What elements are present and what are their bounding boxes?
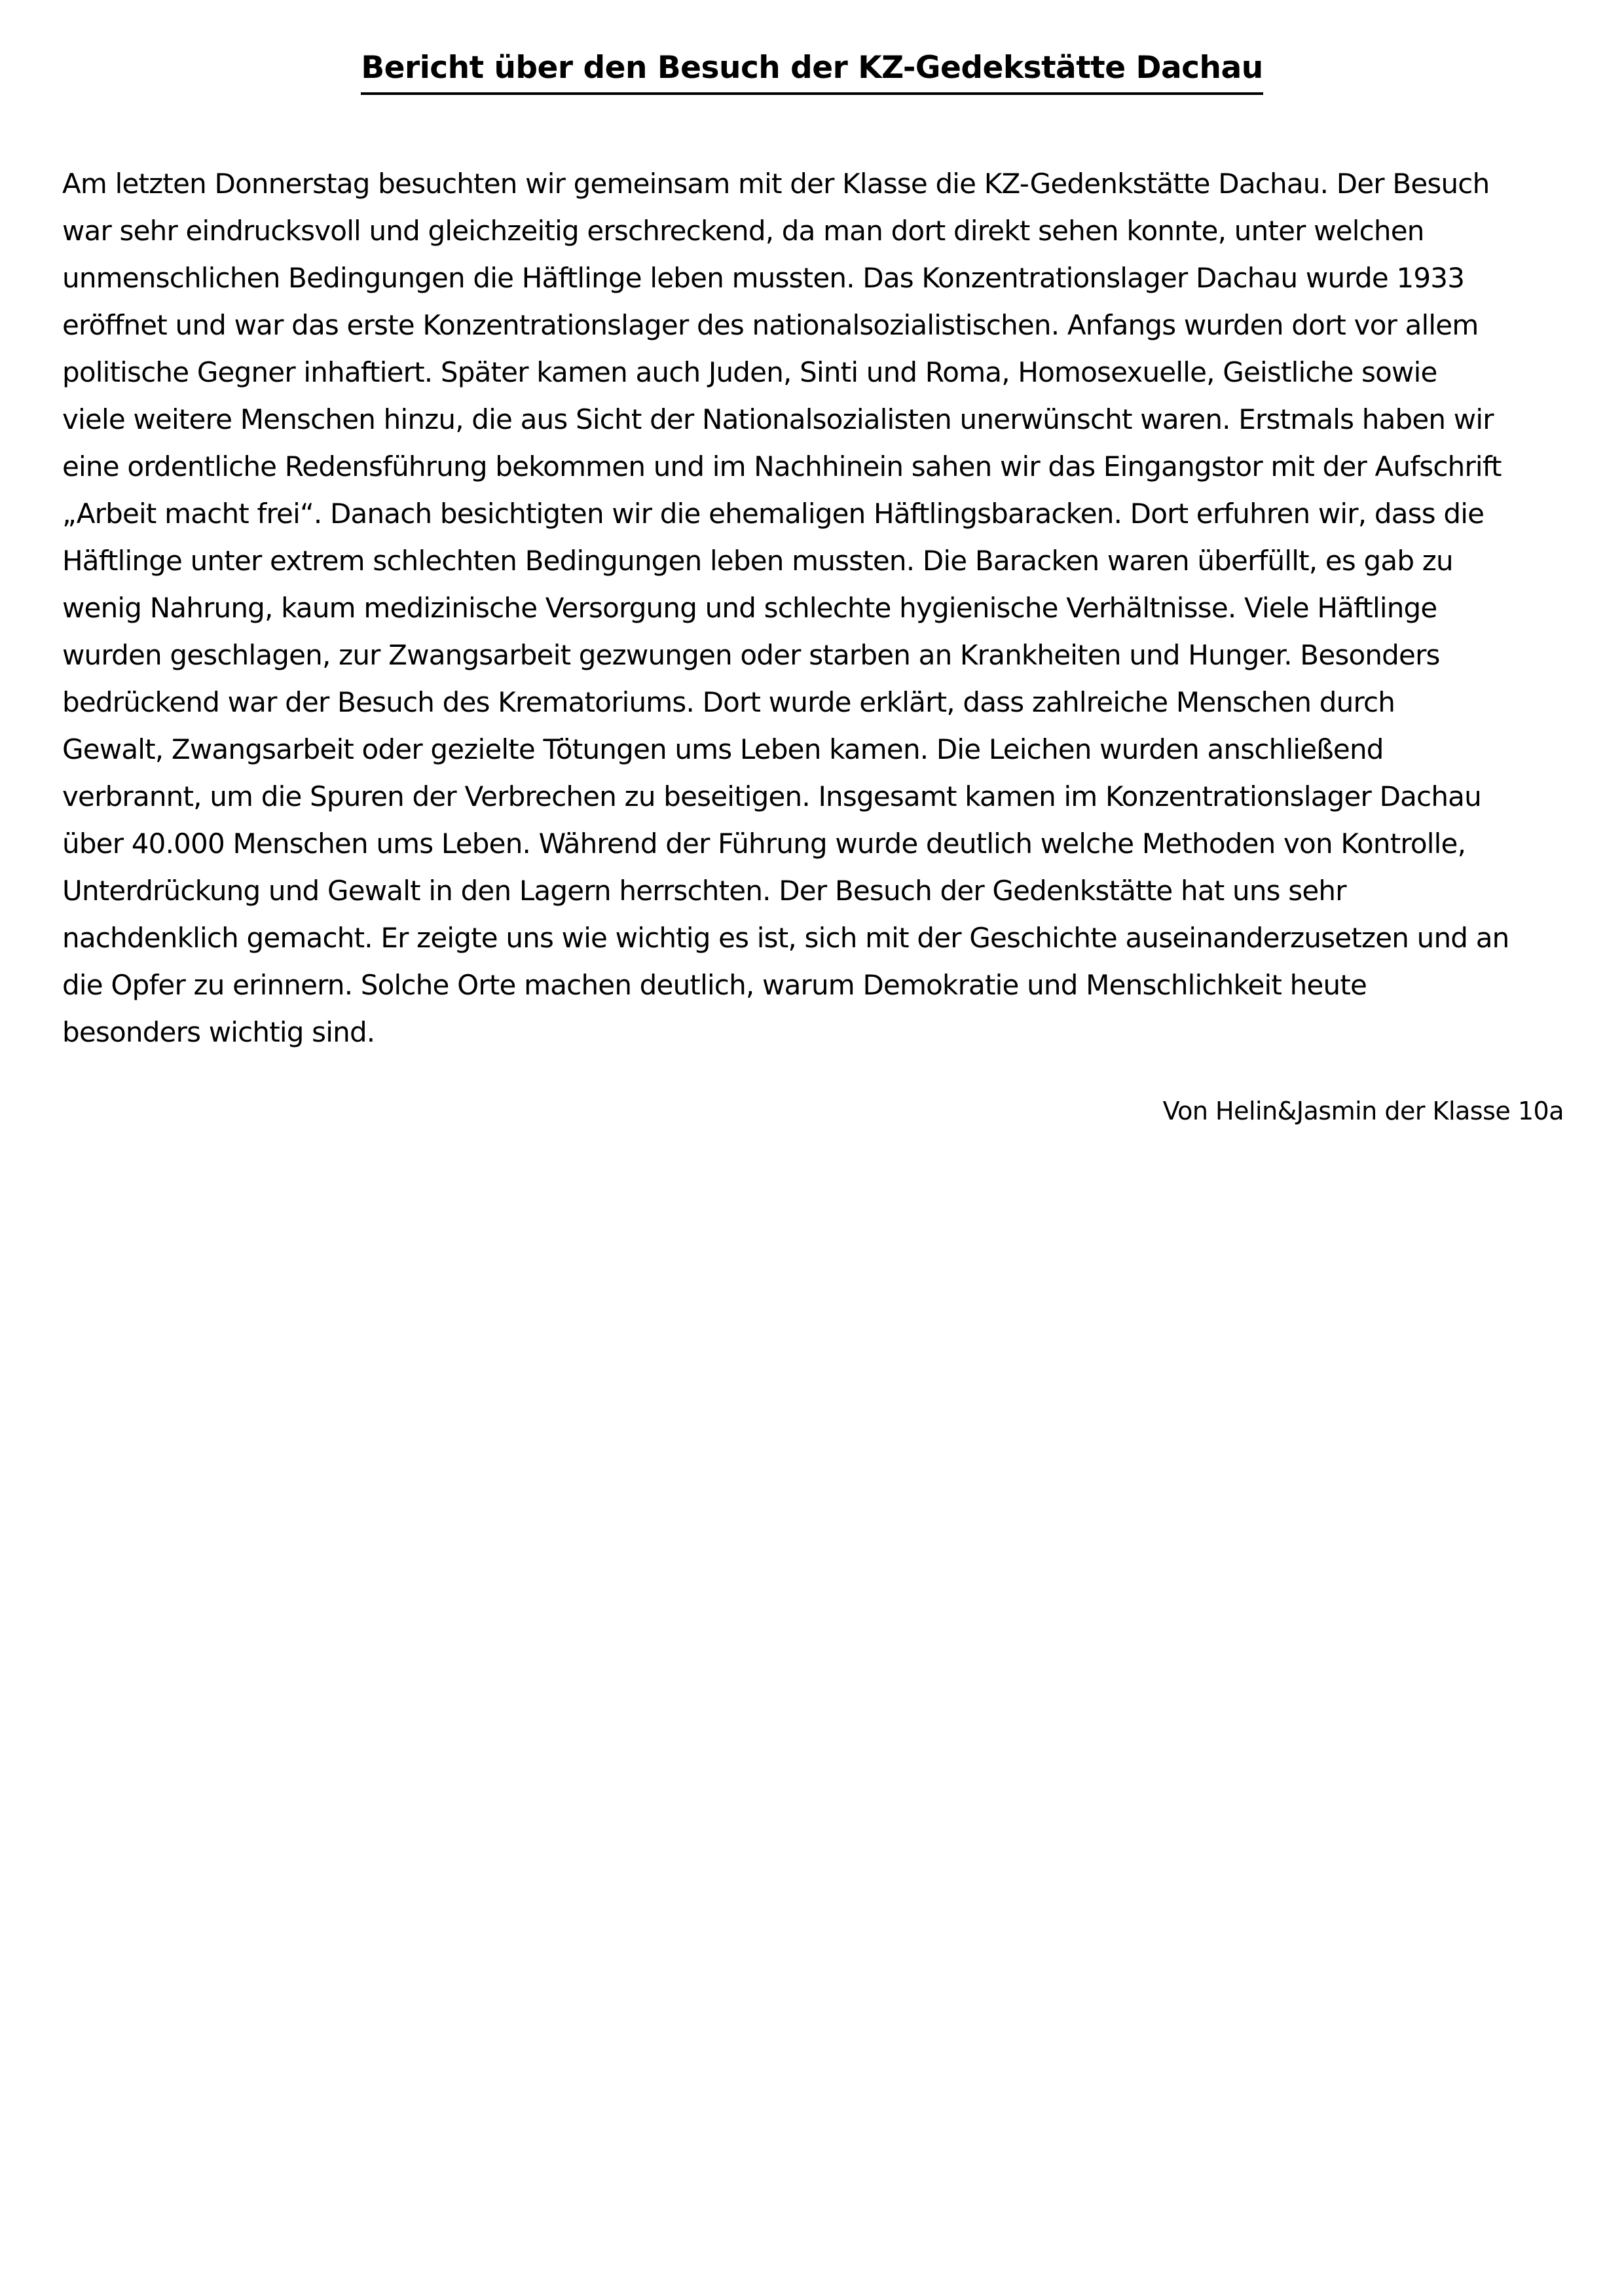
body-line: wenig Nahrung, kaum medizinische Versorgung und schlechte hygienische Verhältnisse. Viele Häftlinge <box>62 592 1437 624</box>
body-line: „Arbeit macht frei“. Danach besichtigten wir die ehemaligen Häftlingsbaracken. Dort erfuhren wir, dass die <box>62 498 1485 530</box>
body-line: Unterdrückung und Gewalt in den Lagern herrschten. Der Besuch der Gedenkstätte hat uns sehr <box>62 875 1346 907</box>
body-line: Häftlinge unter extrem schlechten Bedingungen leben mussten. Die Baracken waren überfüllt, es gab zu <box>62 545 1453 577</box>
body-line: Gewalt, Zwangsarbeit oder gezielte Tötungen ums Leben kamen. Die Leichen wurden anschließend <box>62 733 1384 765</box>
body-line: besonders wichtig sind. <box>62 1016 375 1048</box>
body-line: über 40.000 Menschen ums Leben. Während der Führung wurde deutlich welche Methoden von Kontrolle, <box>62 828 1466 860</box>
body-line: war sehr eindrucksvoll und gleichzeitig erschreckend, da man dort direkt sehen konnte, unter welchen <box>62 215 1424 247</box>
body-line: bedrückend war der Besuch des Krematoriums. Dort wurde erklärt, dass zahlreiche Menschen durch <box>62 686 1395 718</box>
signature-row <box>0 1097 1564 1125</box>
body-line: eine ordentliche Redensführung bekommen und im Nachhinein sahen wir das Eingangstor mit der Aufschrift <box>62 450 1502 483</box>
body-line: politische Gegner inhaftiert. Später kamen auch Juden, Sinti und Roma, Homosexuelle, Geistliche sowie <box>62 356 1437 388</box>
report-body <box>62 160 1601 1056</box>
signature: Von Helin&Jasmin der Klasse 10a <box>1162 1097 1564 1125</box>
document-title: Bericht über den Besuch der KZ-Gedekstätte Dachau <box>361 50 1263 95</box>
body-line: wurden geschlagen, zur Zwangsarbeit gezwungen oder starben an Krankheiten und Hunger. Besonders <box>62 639 1440 671</box>
body-line: eröffnet und war das erste Konzentrationslager des nationalsozialistischen. Anfangs wurden dort vor allem <box>62 309 1479 341</box>
body-line: Am letzten Donnerstag besuchten wir gemeinsam mit der Klasse die KZ-Gedenkstätte Dachau. Der Besuch <box>62 168 1490 200</box>
body-line: verbrannt, um die Spuren der Verbrechen zu beseitigen. Insgesamt kamen im Konzentrationslager Dachau <box>62 780 1481 812</box>
body-line: viele weitere Menschen hinzu, die aus Sicht der Nationalsozialisten unerwünscht waren. Erstmals haben wir <box>62 403 1494 435</box>
body-line: unmenschlichen Bedingungen die Häftlinge leben mussten. Das Konzentrationslager Dachau wurde 1933 <box>62 262 1465 294</box>
body-line: die Opfer zu erinnern. Solche Orte machen deutlich, warum Demokratie und Menschlichkeit heute <box>62 969 1367 1001</box>
body-line: nachdenklich gemacht. Er zeigte uns wie wichtig es ist, sich mit der Geschichte auseinanderzusetzen und an <box>62 922 1509 954</box>
title-row <box>0 0 1624 95</box>
